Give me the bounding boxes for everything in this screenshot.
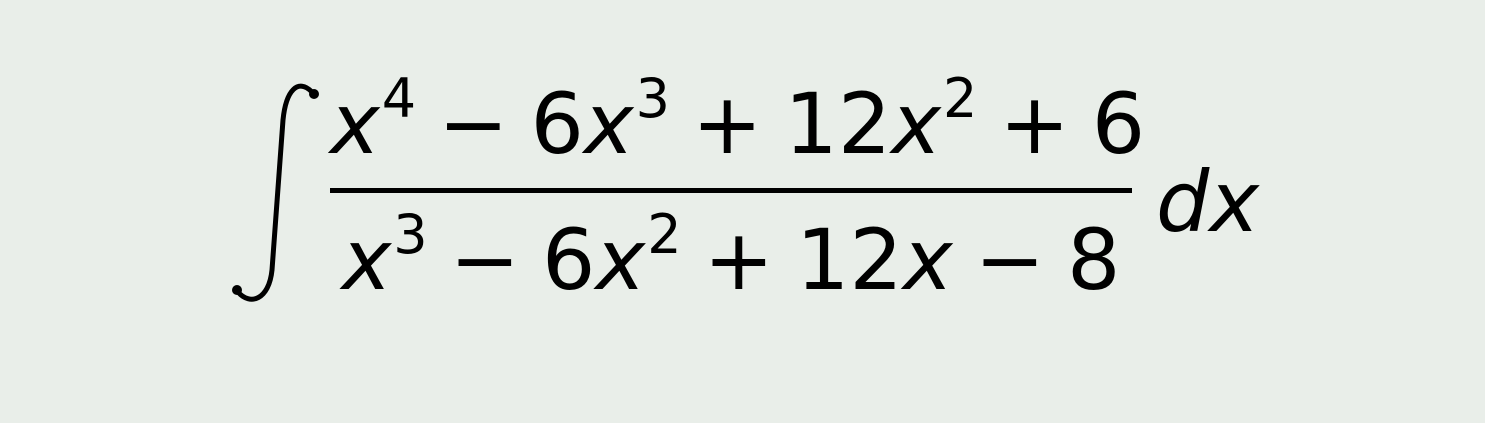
numerator-operator-2: + (692, 75, 763, 173)
differential: dx (1156, 153, 1260, 251)
numerator-term-3-exponent: 2 (943, 67, 978, 130)
denominator-operator-3: − (974, 211, 1045, 309)
numerator-term-3-coefficient: 12 (784, 75, 892, 173)
numerator-term-1-exponent: 4 (381, 67, 417, 130)
denominator-term-3-coefficient: 12 (795, 211, 903, 309)
integral-sign (228, 80, 328, 304)
fraction (330, 60, 1146, 320)
numerator-term-2-variable: x (583, 75, 634, 173)
fraction-bar (330, 188, 1132, 193)
numerator (330, 67, 1146, 173)
denominator-term-2-variable: x (595, 211, 646, 309)
denominator-term-2-coefficient: 6 (542, 211, 596, 309)
numerator-term-2-coefficient: 6 (530, 75, 584, 173)
numerator-operator-1: − (438, 75, 509, 173)
denominator-term-2-exponent: 2 (647, 203, 682, 266)
denominator-term-1-exponent: 3 (393, 203, 428, 266)
numerator-term-1-variable: x (330, 75, 380, 173)
denominator-operator-1: − (449, 211, 521, 309)
numerator-term-3-variable: x (891, 75, 941, 173)
numerator-operator-3: + (999, 75, 1070, 173)
numerator-term-2-exponent: 3 (635, 67, 670, 130)
denominator-constant: 8 (1066, 211, 1121, 309)
denominator-operator-2: + (703, 211, 774, 309)
numerator-constant: 6 (1091, 75, 1146, 173)
denominator-term-3-variable: x (902, 211, 953, 309)
denominator-term-1-variable: x (341, 211, 392, 309)
denominator (330, 203, 1132, 309)
